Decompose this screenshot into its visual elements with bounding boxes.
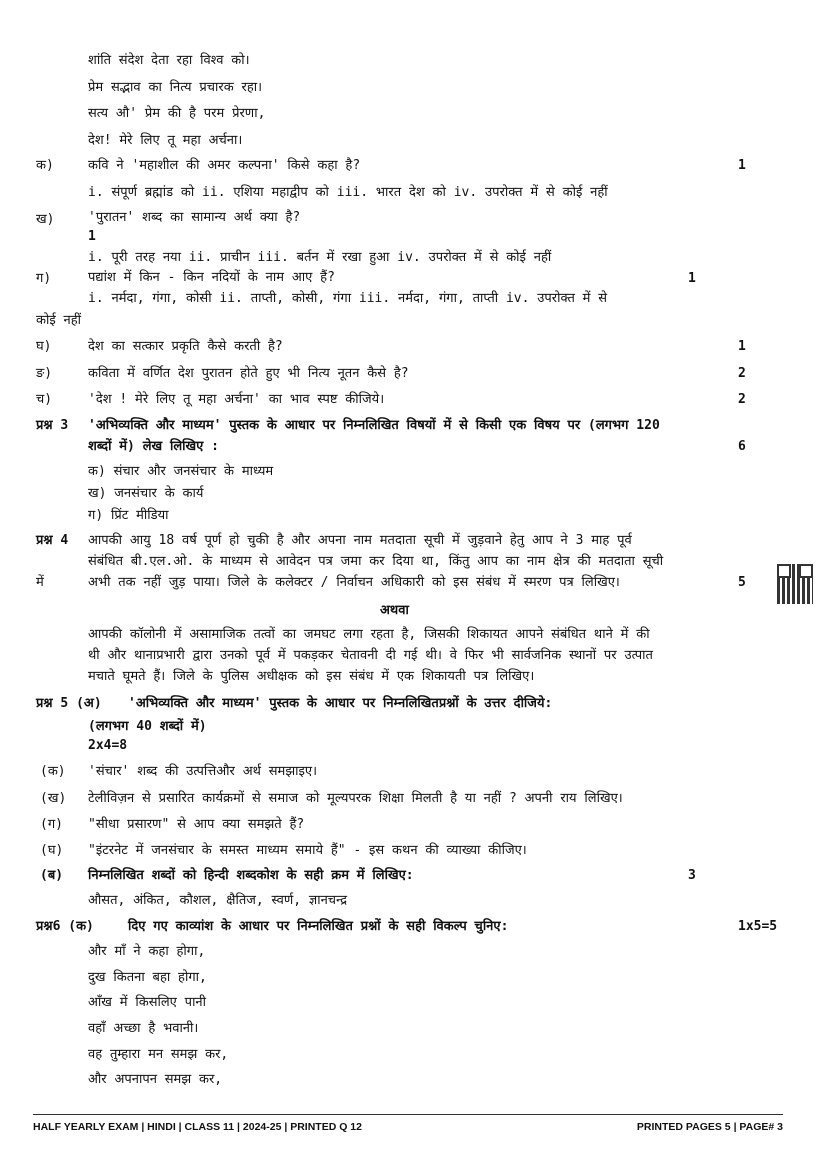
marks: 2 [738, 366, 746, 381]
subq-text: टेलीविज़न से प्रसारित कार्यक्रमों से समाज को मूल्यपरक शिक्षा मिलती है या नहीं ? अपनी राय लिखिए। [88, 791, 623, 806]
marks: 5 [738, 575, 746, 590]
subq-label: ङ) [36, 366, 53, 381]
question-text: अभी तक नहीं जुड़ पाया। जिले के कलेक्टर / निर्वाचन अधिकारी को इस संबंध में स्मरण पत्र लिखिए। [88, 575, 620, 590]
subq-label: (ख) [40, 791, 67, 806]
question-number: प्रश्न 3 [36, 418, 69, 433]
poem-line: आँख में किसलिए पानी [88, 995, 207, 1010]
footer-divider [33, 1114, 783, 1115]
topic: ग) प्रिंट मीडिया [88, 508, 169, 523]
poem-line: शांति संदेश देता रहा विश्व को। [88, 53, 250, 68]
subq-label: घ) [36, 339, 52, 354]
subq-text: कवि ने 'महाशील की अमर कल्पना' किसे कहा है? [88, 158, 361, 173]
marks: 1 [688, 271, 696, 286]
question-number: प्रश्न 5 (अ) [36, 696, 102, 711]
options: i. संपूर्ण ब्रह्मांड को ii. एशिया महाद्वीप को iii. भारत देश को iv. उपरोक्त में से कोई नहीं [88, 185, 608, 200]
question-text: 'अभिव्यक्ति और माध्यम' पुस्तक के आधार पर निम्नलिखित विषयों में से किसी एक विषय पर (लगभग 120 [88, 418, 660, 433]
question-text: मचाते घूमते हैं। जिले के पुलिस अधीक्षक को इस संबंध में एक शिकायती पत्र लिखिए। [88, 669, 535, 684]
topic: ख) जनसंचार के कार्य [88, 486, 204, 501]
question-text: संबंधित बी.एल.ओ. के माध्यम से आवेदन पत्र जमा कर दिया था, किंतु आप का नाम क्षेत्र की मतदाता सूची [88, 554, 664, 569]
poem-line: वह तुम्हारा मन समझ कर, [88, 1047, 229, 1062]
question-text: 'अभिव्यक्ति और माध्यम' पुस्तक के आधार पर निम्नलिखितप्रश्नों के उत्तर दीजिये: [128, 696, 553, 711]
subq-text: "इंटरनेट में जनसंचार के समस्त माध्यम समाये हैं" - इस कथन की व्याख्या कीजिए। [88, 843, 527, 858]
footer-right: PRINTED PAGES 5 | PAGE# 3 [636, 1121, 783, 1133]
question-text: आपकी आयु 18 वर्ष पूर्ण हो चुकी है और अपना नाम मतदाता सूची में जुड़वाने हेतु आप ने 3 माह पूर्व [88, 533, 632, 548]
subq-text: 'देश ! मेरे लिए तू महा अर्चना' का भाव स्पष्ट कीजिये। [88, 392, 385, 407]
marks: 3 [688, 868, 696, 883]
poem-line: और अपनापन समझ कर, [88, 1072, 223, 1087]
question-text: दिए गए काव्यांश के आधार पर निम्नलिखित प्रश्नों के सही विकल्प चुनिए: [128, 919, 509, 934]
marks: 2x4=8 [88, 738, 128, 753]
subq-label: (क) [40, 764, 66, 779]
subq-text: देश का सत्कार प्रकृति कैसे करती है? [88, 339, 283, 354]
subq-text: "सीधा प्रसारण" से आप क्या समझते हैं? [88, 817, 305, 832]
subq-text: पद्यांश में किन - किन नदियों के नाम आए हैं? [88, 270, 335, 285]
poem-line: देश! मेरे लिए तू महा अर्चना। [88, 133, 243, 148]
subq-text: निम्नलिखित शब्दों को हिन्दी शब्दकोश के सही क्रम में लिखिए: [88, 868, 414, 883]
options: i. नर्मदा, गंगा, कोसी ii. ताप्ती, कोसी, गंगा iii. नर्मदा, गंगा, ताप्ती iv. उपरोक्त में से [88, 291, 608, 306]
options-cont: कोई नहीं [36, 313, 82, 328]
footer-left: HALF YEARLY EXAM | HINDI | CLASS 11 | 2024-25 | PRINTED Q 12 [33, 1121, 362, 1133]
marks: 6 [738, 439, 746, 454]
marks: 2 [738, 392, 746, 407]
poem-line: सत्य औ' प्रेम की है परम प्रेरणा, [88, 106, 266, 121]
or-divider: अथवा [380, 603, 409, 618]
subq-label: ग) [36, 271, 52, 286]
question-number: प्रश्न 4 [36, 533, 69, 548]
options: i. पूरी तरह नया ii. प्राचीन iii. बर्तन में रखा हुआ iv. उपरोक्त में से कोई नहीं [88, 250, 552, 265]
question-text: शब्दों में) लेख लिखिए : [88, 439, 219, 454]
poem-line: दुख कितना बहा होगा, [88, 970, 207, 985]
question-text: आपकी कॉलोनी में असामाजिक तत्वों का जमघट लगा रहता है, जिसकी शिकायत आपने संबंधित थाने में की [88, 627, 650, 642]
subq-label: च) [36, 392, 53, 407]
poem-line: प्रेम सद्भाव का नित्य प्रचारक रहा। [88, 80, 263, 95]
marks: 1 [88, 229, 96, 244]
question-text: में [36, 575, 44, 590]
topic: क) संचार और जनसंचार के माध्यम [88, 464, 274, 479]
subq-text: 'पुरातन' शब्द का सामान्य अर्थ क्या है? [88, 210, 301, 225]
question-text: थी और थानाप्रभारी द्वारा उनको पूर्व में पकड़कर चेतावनी दी गई थी। वे फिर भी सार्वजनिक स्थानों पर उत्पात [88, 648, 653, 663]
question-text: (लगभग 40 शब्दों में) [88, 719, 207, 734]
subq-label: ख) [36, 212, 55, 227]
qr-code [777, 564, 813, 604]
poem-line: वहाँ अच्छा है भवानी। [88, 1021, 199, 1036]
subq-text: 'संचार' शब्द की उत्पत्तिऔर अर्थ समझाइए। [88, 764, 318, 779]
marks: 1x5=5 [738, 919, 778, 934]
question-number: प्रश्न6 (क) [36, 919, 94, 934]
poem-line: और माँ ने कहा होगा, [88, 944, 206, 959]
marks: 1 [738, 158, 746, 173]
subq-label: (ग) [40, 817, 63, 832]
subq-label: (घ) [40, 843, 64, 858]
subq-label: (ब) [40, 868, 64, 883]
subq-text: कविता में वर्णित देश पुरातन होते हुए भी नित्य नूतन कैसे है? [88, 366, 409, 381]
marks: 1 [738, 339, 746, 354]
subq-label: क) [36, 158, 54, 173]
word-list: औसत, अंकित, कौशल, क्षैतिज, स्वर्ण, ज्ञानचन्द्र [88, 893, 347, 908]
